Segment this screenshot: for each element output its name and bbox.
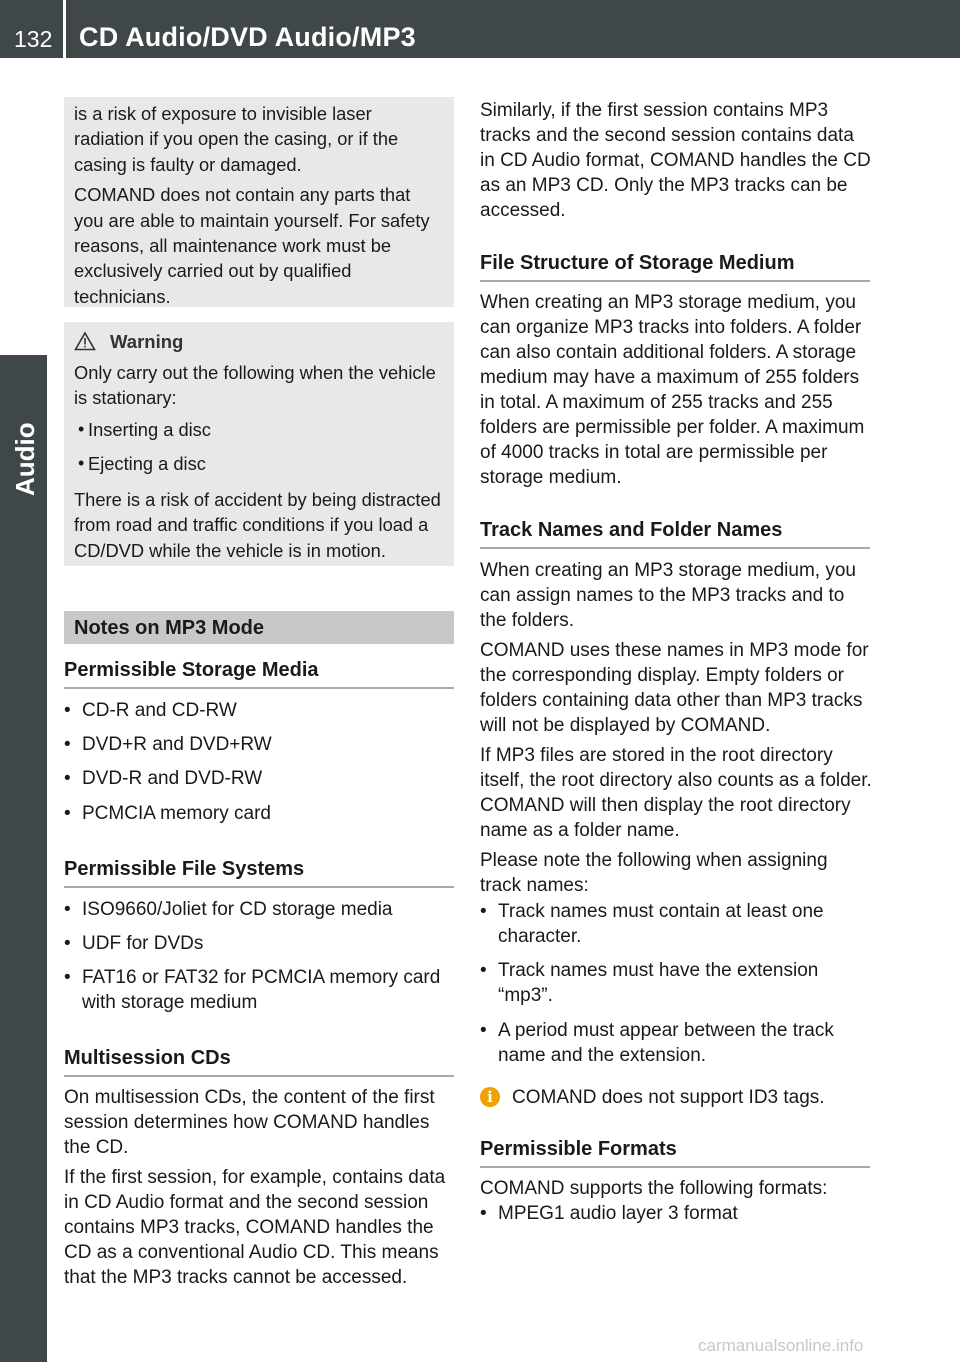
heading-storage-media: Permissible Storage Media bbox=[64, 657, 454, 689]
multisession-continued: Similarly, if the first session contains MP3 tracks and the second session contains data in CD Audio format, COMAND handles the CD as an MP3 CD. Only the MP3 tracks can be accessed. bbox=[480, 100, 871, 221]
laser-notice-p1: is a risk of exposure to invisible laser radiation if you open the casing, or if the casing is faulty or damaged. bbox=[74, 103, 399, 175]
list-item: • FAT16 or FAT32 for PCMCIA memory card with storage medium bbox=[64, 967, 441, 1013]
warning-triangle-icon bbox=[74, 331, 100, 356]
heading-file-systems: Permissible File Systems bbox=[64, 856, 454, 888]
formats-p: COMAND supports the following formats: bbox=[480, 1178, 828, 1199]
list-item: • MPEG1 audio layer 3 format bbox=[480, 1203, 738, 1224]
section-heading: Notes on MP3 Mode bbox=[64, 611, 454, 644]
info-icon: i bbox=[480, 1087, 500, 1107]
warning-title: Warning bbox=[110, 331, 184, 352]
names-p1: When creating an MP3 storage medium, you can assign names to the MP3 tracks and to the folders. bbox=[480, 560, 856, 631]
multisession-p1: On multisession CDs, the content of the first session determines how COMAND handles the CD. bbox=[64, 1087, 435, 1158]
heading-file-structure: File Structure of Storage Medium bbox=[480, 250, 870, 282]
list-item: • Track names must have the extension “mp3”. bbox=[480, 960, 819, 1006]
chapter-title: CD Audio/DVD Audio/MP3 bbox=[79, 22, 416, 52]
list-item: • ISO9660/Joliet for CD storage media bbox=[64, 899, 393, 920]
side-tab-label-wrap bbox=[4, 422, 44, 497]
laser-notice-box bbox=[64, 97, 454, 307]
page-number: 132 bbox=[14, 26, 53, 52]
warning-bullet: • Ejecting a disc bbox=[78, 452, 206, 474]
laser-notice-p2: COMAND does not contain any parts that you are able to maintain yourself. For safety reasons, all maintenance work must be exclusively carried out by qualified technicians. bbox=[74, 184, 430, 307]
list-item: • CD-R and CD-RW bbox=[64, 700, 237, 721]
warning-bullet-text: Inserting a disc bbox=[88, 418, 211, 440]
warning-box bbox=[64, 322, 454, 566]
list-item: • DVD+R and DVD+RW bbox=[64, 734, 272, 755]
warning-outro: There is a risk of accident by being distracted from road and traffic conditions if you load a CD/DVD while the vehicle is in motion. bbox=[74, 488, 441, 561]
list-item: • PCMCIA memory card bbox=[64, 803, 271, 824]
file-structure-p: When creating an MP3 storage medium, you can organize MP3 tracks into folders. A folder can also contain additional folders. A storage medium may have a maximum of 255 folders in total. A maximum of 255 tracks and 255 folders are permissible per folder. A maximum of 4000 tracks in total are permissible per storage medium. bbox=[480, 292, 865, 488]
heading-multisession: Multisession CDs bbox=[64, 1045, 454, 1077]
names-p4: Please note the following when assigning track names: bbox=[480, 850, 828, 896]
names-p2: COMAND uses these names in MP3 mode for the corresponding display. Empty folders or folders containing data other than MP3 tracks will not be displayed by COMAND. bbox=[480, 640, 869, 736]
warning-heading bbox=[74, 330, 444, 360]
heading-names: Track Names and Folder Names bbox=[480, 517, 870, 549]
side-tab-label: Audio bbox=[10, 422, 40, 496]
multisession-p2: If the first session, for example, contains data in CD Audio format and the second session contains MP3 tracks, COMAND handles the CD as a conventional Audio CD. This means that the MP3 tracks cannot be accessed. bbox=[64, 1167, 446, 1288]
names-p3: If MP3 files are stored in the root directory itself, the root directory also counts as a folder. COMAND will then display the root directory name as a folder name. bbox=[480, 745, 872, 841]
header-divider bbox=[63, 0, 66, 58]
list-item: • UDF for DVDs bbox=[64, 933, 204, 954]
list-item: • Track names must contain at least one character. bbox=[480, 901, 824, 947]
warning-intro: Only carry out the following when the vehicle is stationary: bbox=[74, 362, 436, 409]
info-note: COMAND does not support ID3 tags. bbox=[512, 1087, 825, 1108]
heading-formats: Permissible Formats bbox=[480, 1136, 870, 1168]
side-tab bbox=[0, 355, 47, 1362]
footer-watermark: carmanualsonline.info bbox=[698, 1336, 864, 1355]
list-item: • DVD-R and DVD-RW bbox=[64, 768, 263, 789]
warning-bullet-text: Ejecting a disc bbox=[88, 452, 206, 474]
list-item: • A period must appear between the track name and the extension. bbox=[480, 1020, 834, 1066]
page-header bbox=[0, 0, 960, 58]
warning-bullet: • Inserting a disc bbox=[78, 418, 211, 440]
